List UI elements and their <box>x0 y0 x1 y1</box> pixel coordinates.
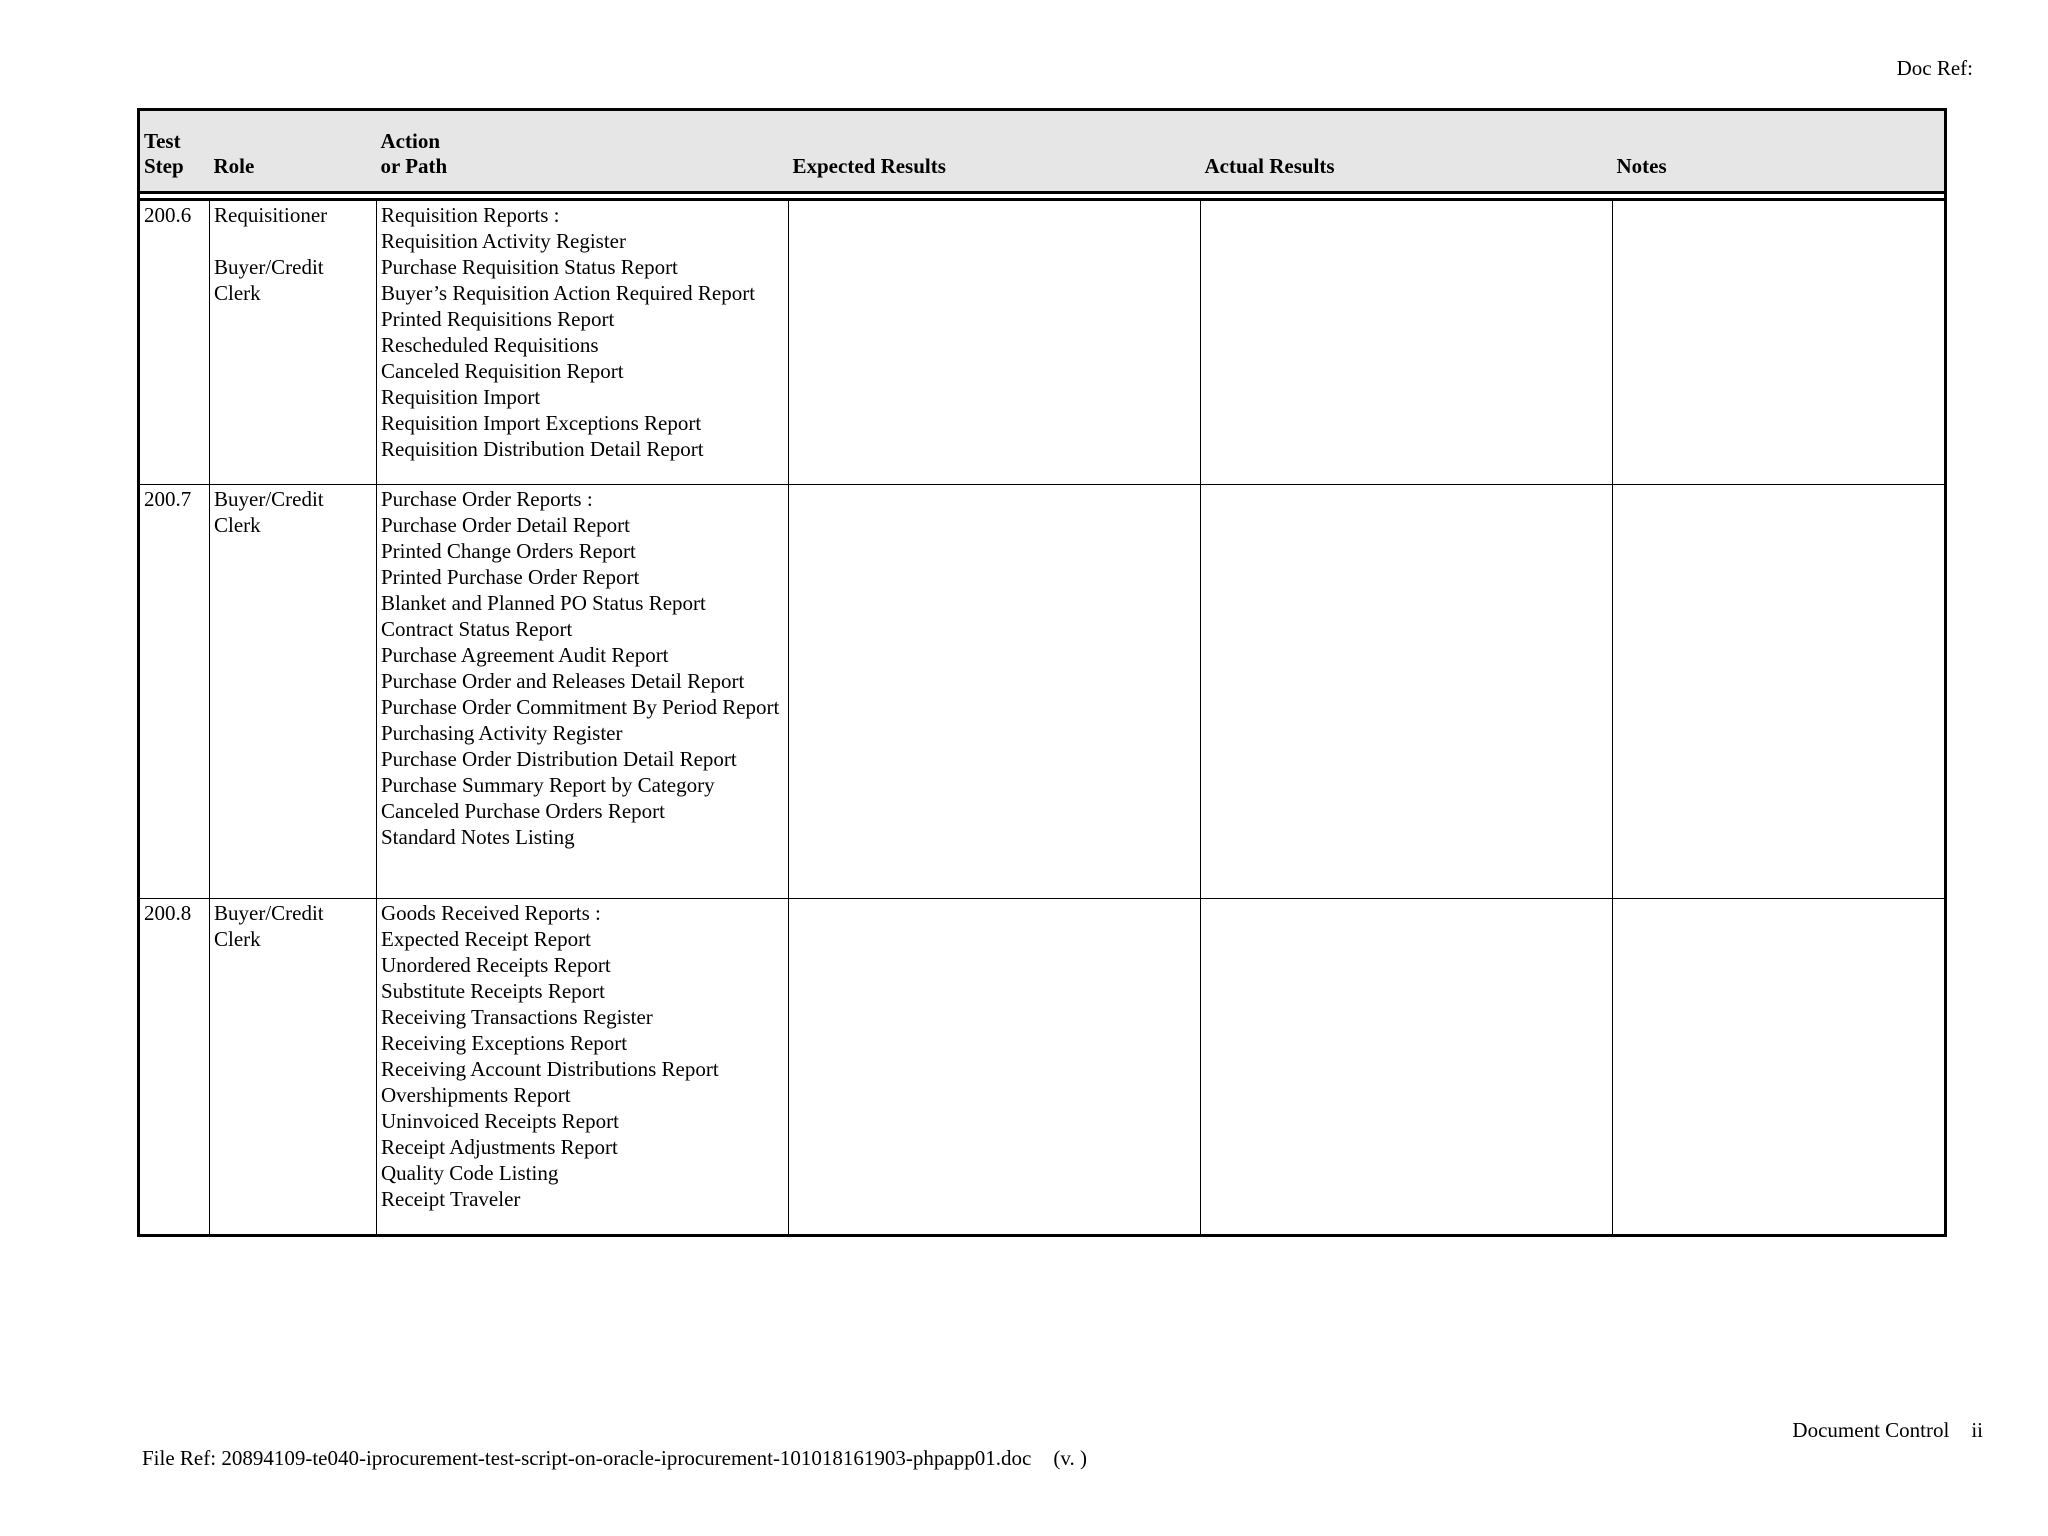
test-step-cell: 200.6 <box>139 200 210 485</box>
action-line: Contract Status Report <box>381 617 573 641</box>
action-line: Purchase Agreement Audit Report <box>381 643 669 667</box>
header-separator <box>139 193 1946 200</box>
page-number: ii <box>1971 1418 1983 1442</box>
notes-cell <box>1613 485 1946 899</box>
file-ref-text: File Ref: 20894109-te040-iprocurement-test-script-on-oracle-iprocurement-101018161903-phpapp01.doc <box>142 1446 1032 1470</box>
action-line: Requisition Distribution Detail Report <box>381 437 704 461</box>
header-step-line2: Step <box>144 154 184 178</box>
action-line: Printed Purchase Order Report <box>381 565 640 589</box>
column-header-test-step <box>139 110 210 193</box>
table-header-row <box>139 110 1946 193</box>
action-line: Buyer’s Requisition Action Required Report <box>381 281 756 305</box>
action-cell <box>377 485 789 899</box>
action-line: Rescheduled Requisitions <box>381 333 599 357</box>
action-line: Substitute Receipts Report <box>381 979 605 1003</box>
header-step-line1: Test <box>144 129 181 153</box>
action-line: Printed Requisitions Report <box>381 307 615 331</box>
action-line: Quality Code Listing <box>381 1161 559 1185</box>
role-value: Requisitioner <box>214 203 328 227</box>
footer-section-name: Document Control <box>1792 1418 1950 1442</box>
header-action-line2: or Path <box>380 154 448 178</box>
action-line: Blanket and Planned PO Status Report <box>381 591 706 615</box>
action-line: Purchase Summary Report by Category <box>381 773 715 797</box>
action-line: Requisition Import Exceptions Report <box>381 411 702 435</box>
notes-cell <box>1613 899 1946 1236</box>
action-cell <box>377 200 789 485</box>
role-value: Buyer/Credit Clerk <box>214 901 324 951</box>
expected-results-cell <box>789 200 1201 485</box>
footer-file-ref <box>142 1446 1087 1471</box>
action-line: Goods Received Reports : <box>381 901 601 925</box>
action-line: Purchase Order and Releases Detail Report <box>381 669 745 693</box>
action-line: Purchase Requisition Status Report <box>381 255 678 279</box>
action-line: Expected Receipt Report <box>381 927 591 951</box>
action-line: Receiving Account Distributions Report <box>381 1057 719 1081</box>
action-line: Unordered Receipts Report <box>381 953 611 977</box>
column-header-action <box>377 110 789 193</box>
test-step-cell: 200.8 <box>139 899 210 1236</box>
action-line: Purchasing Activity Register <box>381 721 623 745</box>
action-line: Requisition Import <box>381 385 541 409</box>
test-step-cell: 200.7 <box>139 485 210 899</box>
action-line: Receipt Traveler <box>381 1187 521 1211</box>
action-line: Purchase Order Distribution Detail Report <box>381 747 737 771</box>
table-row <box>139 200 1946 485</box>
action-line: Purchase Order Reports : <box>381 487 593 511</box>
action-line: Receiving Exceptions Report <box>381 1031 628 1055</box>
action-line: Overshipments Report <box>381 1083 571 1107</box>
notes-cell <box>1613 200 1946 485</box>
test-script-table <box>137 108 1947 1237</box>
actual-results-cell <box>1201 485 1613 899</box>
action-line: Receipt Adjustments Report <box>381 1135 618 1159</box>
action-cell <box>377 899 789 1236</box>
role-value: Buyer/Credit Clerk <box>214 487 324 537</box>
role-cell <box>210 899 377 1236</box>
table-row <box>139 899 1946 1236</box>
expected-results-cell <box>789 899 1201 1236</box>
action-line: Canceled Requisition Report <box>381 359 624 383</box>
column-header-notes: Notes <box>1613 110 1946 193</box>
doc-ref-label: Doc Ref: <box>1896 56 1973 80</box>
expected-results-cell <box>789 485 1201 899</box>
column-header-actual-results: Actual Results <box>1201 110 1613 193</box>
actual-results-cell <box>1201 200 1613 485</box>
actual-results-cell <box>1201 899 1613 1236</box>
column-header-expected-results: Expected Results <box>789 110 1201 193</box>
role-value: Buyer/Credit Clerk <box>214 255 324 305</box>
version-text: (v. ) <box>1053 1446 1087 1470</box>
footer-section-label <box>1792 1418 1983 1443</box>
action-line: Purchase Order Commitment By Period Report <box>381 695 780 719</box>
header-action-line1: Action <box>380 129 440 153</box>
column-header-role: Role <box>210 110 377 193</box>
action-line: Uninvoiced Receipts Report <box>381 1109 619 1133</box>
action-line: Purchase Order Detail Report <box>381 513 630 537</box>
role-cell <box>210 485 377 899</box>
action-line: Printed Change Orders Report <box>381 539 636 563</box>
action-line: Receiving Transactions Register <box>381 1005 653 1029</box>
role-cell <box>210 200 377 485</box>
action-line: Standard Notes Listing <box>381 825 575 849</box>
action-line: Requisition Activity Register <box>381 229 626 253</box>
table-row <box>139 485 1946 899</box>
action-line: Requisition Reports : <box>381 203 560 227</box>
action-line: Canceled Purchase Orders Report <box>381 799 665 823</box>
